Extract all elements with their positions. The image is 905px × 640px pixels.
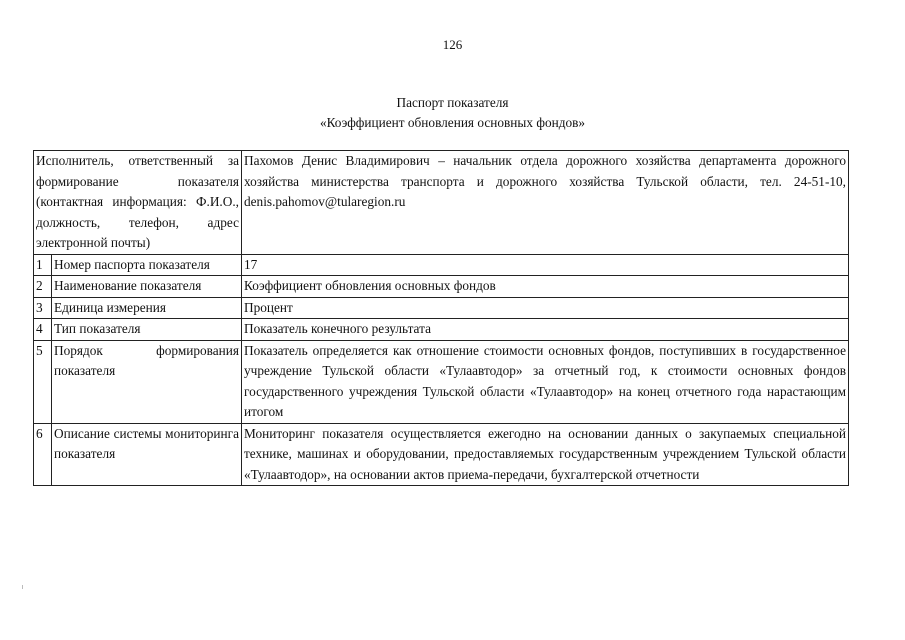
row-value: Коэффициент обновления основных фондов	[242, 276, 849, 298]
row-number: 3	[34, 297, 52, 319]
row-number: 2	[34, 276, 52, 298]
table-row	[34, 340, 849, 423]
title-line-1: Паспорт показателя	[396, 95, 509, 110]
row-value: Мониторинг показателя осуществляется ежегодно на основании данных о закупаемых специальной технике, машинах и оборудовании, предоставляемых государственным учреждением Тульской области «Тулаавтодор», на основании актов приема-передачи, бухгалтерской отчетности	[242, 423, 849, 486]
table-row	[34, 276, 849, 298]
row-label: Единица измерения	[52, 297, 242, 319]
row-number: 5	[34, 340, 52, 423]
row-value: Показатель определяется как отношение стоимости основных фондов, поступивших в государственное учреждение Тульской области «Тулаавтодор» за отчетный год, к стоимости основных фондов государственного учреждения Тульской области «Тулаавтодор» на конец отчетного года нарастающим итогом	[242, 340, 849, 423]
row-label: Наименование показателя	[52, 276, 242, 298]
table-row	[34, 254, 849, 276]
scan-artifact	[22, 585, 23, 589]
table-row	[34, 297, 849, 319]
row-number: 6	[34, 423, 52, 486]
row-label: Тип показателя	[52, 319, 242, 341]
indicator-passport-table	[33, 150, 849, 486]
page-number: 126	[442, 37, 463, 52]
row-label: Номер паспорта показателя	[52, 254, 242, 276]
row-value: Показатель конечного результата	[242, 319, 849, 341]
title-line-2: «Коэффициент обновления основных фондов»	[319, 115, 586, 130]
row-value: 17	[242, 254, 849, 276]
table-row	[34, 319, 849, 341]
row-label: Описание системы мониторинга показателя	[52, 423, 242, 486]
executor-value: Пахомов Денис Владимирович – начальник отдела дорожного хозяйства департамента дорожного хозяйства министерства транспорта и дорожного хозяйства Тульской области, тел. 24-51-10, denis.pahomov@tularegion.ru	[242, 151, 849, 255]
table-row-executor	[34, 151, 849, 255]
row-value: Процент	[242, 297, 849, 319]
row-label: Порядок формирования показателя	[52, 340, 242, 423]
row-number: 1	[34, 254, 52, 276]
executor-label: Исполнитель, ответственный за формирование показателя (контактная информация: Ф.И.О., должность, телефон, адрес электронной почты)	[34, 151, 242, 255]
document-title	[0, 93, 905, 133]
row-number: 4	[34, 319, 52, 341]
table-row	[34, 423, 849, 486]
